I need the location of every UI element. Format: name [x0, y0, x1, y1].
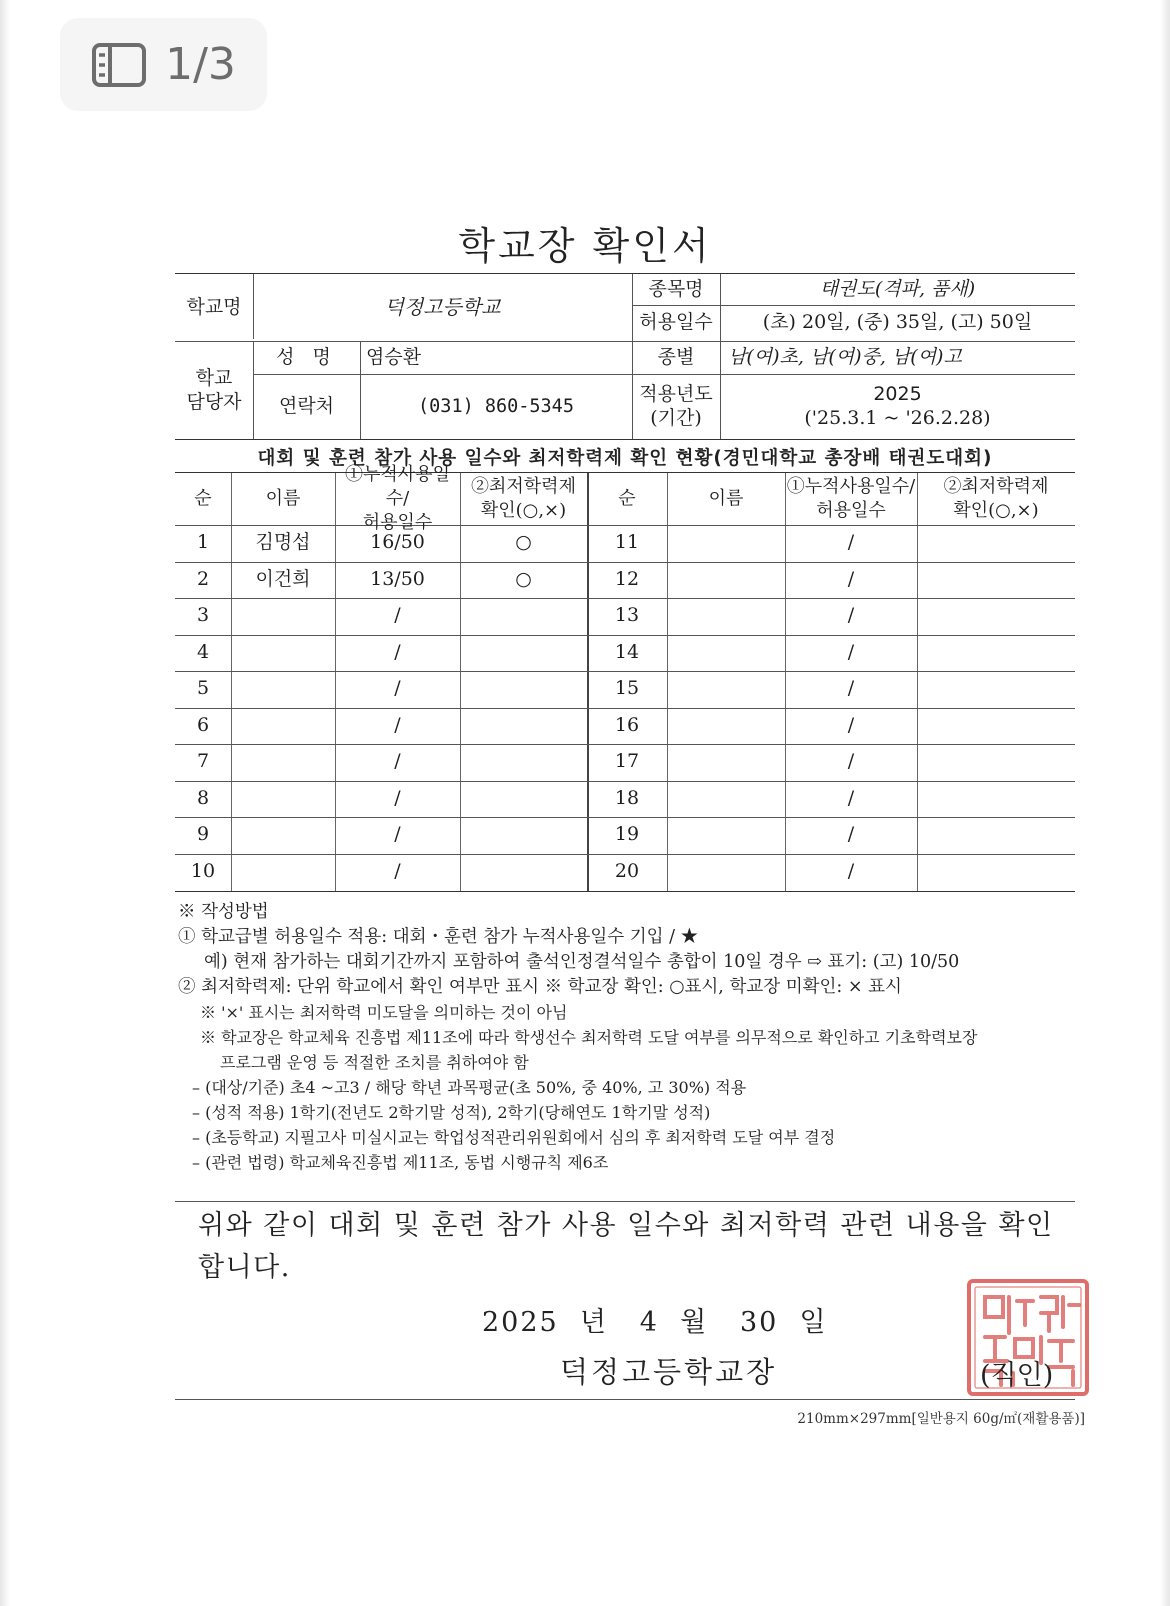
- contact-label: 연락처: [278, 394, 335, 417]
- notes-heading: ※ 작성방법: [178, 902, 269, 922]
- roster-check-cell: [460, 708, 587, 745]
- roster-name-cell: [231, 708, 335, 745]
- roster-no-cell: 9: [196, 823, 210, 846]
- roster-no-cell: 6: [196, 713, 210, 736]
- paper-spec: 210mm×297mm[일반용지 60g/㎡(재활용품)]: [797, 1411, 1085, 1427]
- roster-no-cell: 19: [614, 823, 640, 846]
- roster-no-cell: 3: [196, 604, 210, 627]
- detail-4: – (관련 법령) 학교체육진흥법 제11조, 동법 시행규칙 제6조: [192, 1153, 609, 1172]
- note-2-a: ※ '×' 표시는 최저학력 미도달을 의미하는 것이 아님: [200, 1003, 568, 1022]
- roster-no-cell: 20: [614, 859, 640, 882]
- roster-days-cell: /: [847, 640, 855, 663]
- roster-days-cell: /: [847, 859, 855, 882]
- roster-name-cell: [231, 817, 335, 854]
- roster-check-cell: [460, 817, 587, 854]
- roster-days-cell: 13/50: [370, 567, 425, 590]
- detail-1: – (대상/기준) 초4 ~고3 / 해당 학년 과목평균(초 50%, 중 40%, 고 30%) 적용: [192, 1078, 747, 1097]
- school-name-label: 학교명: [186, 295, 242, 318]
- document-title: 학교장 확인서: [458, 224, 712, 268]
- info-table: [175, 273, 1075, 440]
- principal-name: 덕정고등학교장: [560, 1355, 778, 1389]
- roster-name-cell: [231, 854, 335, 891]
- name-label: 성 명: [276, 346, 337, 369]
- allowed-days-label: 허용일수: [639, 311, 713, 334]
- roster-name-cell: [667, 708, 785, 745]
- confirmation-text: 위와 같이 대회 및 훈련 참가 사용 일수와 최저학력 관련 내용을 확인 합니다.: [198, 1210, 1054, 1283]
- roster-days-cell: /: [847, 750, 855, 773]
- roster-header-no-left: 순: [194, 487, 212, 509]
- roster-no-cell: 10: [190, 859, 216, 882]
- gender-label: 종별: [657, 346, 695, 369]
- detail-3: – (초등학교) 지필고사 미실시교는 학업성적관리위원회에서 심의 후 최저학력 도달 여부 결정: [192, 1128, 836, 1147]
- roster-days-cell: /: [847, 713, 855, 736]
- seal-label: (직인): [980, 1360, 1054, 1391]
- roster-name-cell: [667, 525, 785, 562]
- roster-check-cell: [917, 708, 1075, 745]
- roster-no-cell: 17: [614, 750, 640, 773]
- roster-header-check-left: ②최저학력제 확인(○,×): [471, 475, 576, 521]
- roster-check-cell: [917, 525, 1075, 562]
- note-1: ① 학교급별 허용일수 적용: 대회・훈련 참가 누적사용일수 기입 / ★: [178, 927, 699, 947]
- roster-name-cell: 김명섭: [255, 531, 311, 554]
- roster-no-cell: 7: [196, 750, 210, 773]
- roster-check-cell: [460, 635, 587, 672]
- roster-name-cell: [667, 562, 785, 599]
- roster-no-cell: 5: [196, 677, 210, 700]
- allowed-days-value: (초) 20일, (중) 35일, (고) 50일: [762, 311, 1033, 334]
- gender-value: 남(여)초, 남(여)중, 남(여)고: [728, 346, 962, 369]
- issue-date: 2025 년 4 월 30 일: [482, 1307, 828, 1338]
- roster-no-cell: 2: [196, 567, 210, 590]
- page-number: 1/3: [165, 39, 236, 90]
- roster-days-cell: /: [394, 750, 401, 773]
- note-1-example: 예) 현재 참가하는 대회기간까지 포함하여 출석인정결석일수 총합이 10일 경우 ⇨ 표기: (고) 10/50: [204, 952, 960, 972]
- year-label: 적용년도 (기간): [639, 382, 713, 429]
- roster-days-cell: /: [394, 823, 401, 846]
- roster-days-cell: /: [394, 786, 401, 809]
- roster-check-cell: [917, 635, 1075, 672]
- roster-no-cell: 11: [614, 531, 640, 554]
- roster-no-cell: 16: [614, 713, 640, 736]
- roster-check-cell: [460, 744, 587, 781]
- roster-no-cell: 14: [614, 640, 640, 663]
- roster-days-cell: /: [394, 859, 401, 882]
- roster-check-cell: [917, 562, 1075, 599]
- page-indicator[interactable]: [60, 18, 267, 111]
- roster-header-days-right: ①누적사용일수/ 허용일수: [786, 475, 916, 521]
- roster-days-cell: /: [394, 640, 401, 663]
- roster-name-cell: [667, 744, 785, 781]
- roster-no-cell: 4: [196, 640, 210, 663]
- roster-no-cell: 18: [614, 786, 640, 809]
- manager-label: 학교 담당자: [186, 366, 242, 413]
- roster-days-cell: /: [394, 713, 401, 736]
- roster-check-cell: [460, 781, 587, 818]
- roster-name-cell: [667, 854, 785, 891]
- roster-days-cell: /: [394, 677, 401, 700]
- roster-no-cell: 13: [614, 604, 640, 627]
- roster-check-cell: [460, 598, 587, 635]
- roster-check-cell: ○: [515, 567, 532, 590]
- roster-check-cell: [917, 671, 1075, 708]
- roster-check-cell: [917, 744, 1075, 781]
- name-value: 염승환: [366, 346, 422, 369]
- roster-header-no-right: 순: [618, 487, 636, 509]
- note-2-b2: 프로그램 운영 등 적절한 조치를 취하여야 함: [220, 1053, 529, 1072]
- roster-name-cell: [667, 635, 785, 672]
- status-title: 대회 및 훈련 참가 사용 일수와 최저학력제 확인 현황(경민대학교 총장배 태권도대회): [257, 448, 993, 469]
- instructions: [178, 900, 1078, 1175]
- detail-2: – (성적 적용) 1학기(전년도 2학기말 성적), 2학기(당해연도 1학기말 성적): [192, 1103, 711, 1122]
- roster-no-cell: 1: [196, 531, 210, 554]
- roster-name-cell: [231, 598, 335, 635]
- roster-days-cell: /: [847, 677, 855, 700]
- roster-days-cell: /: [847, 604, 855, 627]
- note-2: ② 최저학력제: 단위 학교에서 확인 여부만 표시 ※ 학교장 확인: ○표시, 학교장 미확인: × 표시: [178, 977, 902, 997]
- roster-days-cell: /: [847, 567, 855, 590]
- roster-check-cell: [917, 854, 1075, 891]
- separator-top: [175, 1201, 1075, 1202]
- roster-days-cell: /: [394, 604, 401, 627]
- roster-days-cell: /: [847, 823, 855, 846]
- roster-name-cell: [231, 744, 335, 781]
- roster-name-cell: [667, 598, 785, 635]
- separator-bottom: [175, 1399, 1075, 1400]
- roster-header-days-left: ①누적사용일수/ 허용일수: [345, 463, 450, 534]
- roster-name-cell: [231, 671, 335, 708]
- page-list-icon: [91, 42, 147, 88]
- roster-name-cell: [231, 635, 335, 672]
- roster-name-cell: [667, 817, 785, 854]
- contact-value: (031) 860-5345: [418, 395, 574, 417]
- roster-check-cell: [917, 781, 1075, 818]
- event-label: 종목명: [648, 277, 704, 300]
- roster-name-cell: [667, 781, 785, 818]
- roster-check-cell: ○: [515, 531, 532, 554]
- roster-no-cell: 12: [614, 567, 640, 590]
- roster-no-cell: 8: [196, 786, 210, 809]
- roster-name-cell: [231, 781, 335, 818]
- event-value: 태권도(격파, 품새): [819, 277, 976, 300]
- school-name-value: 덕정고등학교: [384, 295, 501, 319]
- roster-days-cell: /: [847, 786, 855, 809]
- roster-days-cell: 16/50: [370, 531, 425, 554]
- note-2-b1: ※ 학교장은 학교체육 진흥법 제11조에 따라 학생선수 최저학력 도달 여부를 의무적으로 확인하고 기초학력보장: [200, 1028, 978, 1047]
- roster-header-name-right: 이름: [708, 487, 744, 509]
- roster-header-name-left: 이름: [265, 487, 301, 509]
- roster-days-cell: /: [847, 531, 855, 554]
- roster-table: [175, 463, 1075, 892]
- year-value: 2025 ('25.3.1 ~ '26.2.28): [804, 382, 991, 429]
- roster-check-cell: [917, 598, 1075, 635]
- roster-header-check-right: ②최저학력제 확인(○,×): [943, 475, 1049, 521]
- roster-check-cell: [460, 854, 587, 891]
- roster-no-cell: 15: [614, 677, 640, 700]
- roster-name-cell: 이건희: [255, 567, 311, 590]
- roster-name-cell: [667, 671, 785, 708]
- roster-check-cell: [917, 817, 1075, 854]
- roster-check-cell: [460, 671, 587, 708]
